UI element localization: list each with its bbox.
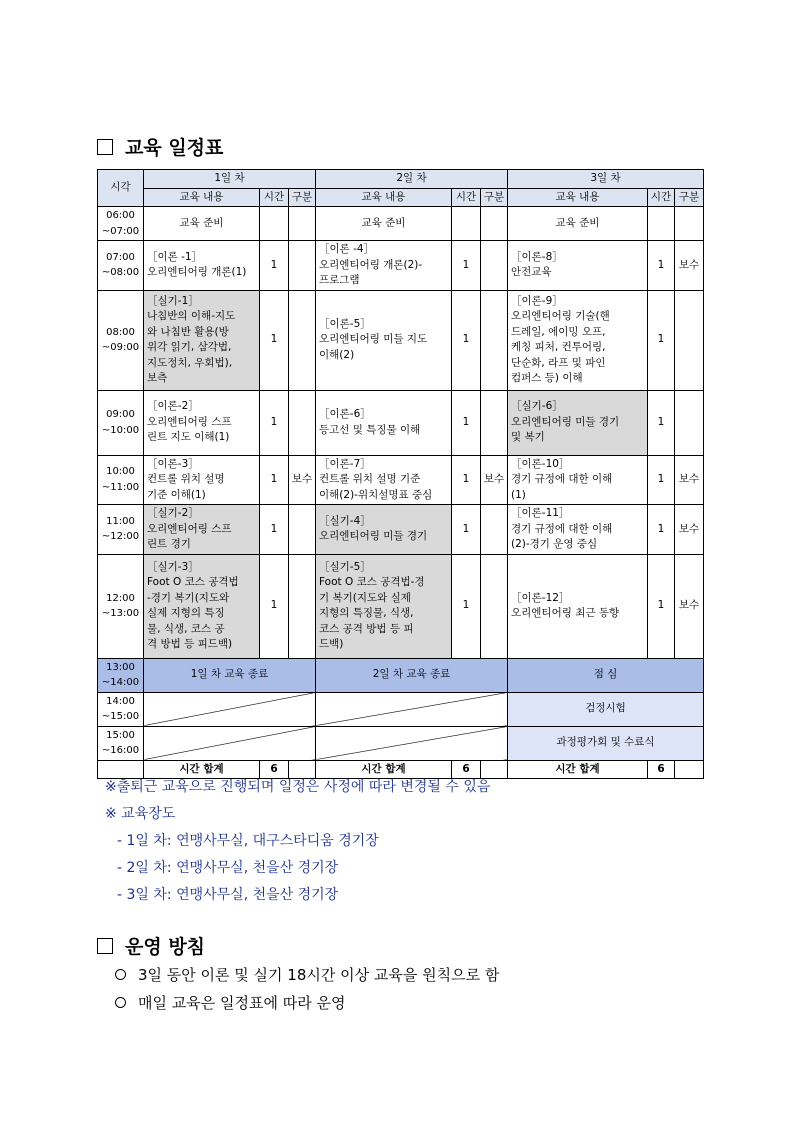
hours-cell bbox=[648, 207, 675, 241]
note-venue-day1: - 1일 차: 연맹사무실, 대구스타디움 경기장 bbox=[117, 833, 379, 849]
session-text: 실제 지형의 특징 bbox=[147, 607, 225, 619]
time-cell bbox=[98, 692, 144, 726]
schedule-row bbox=[98, 290, 704, 390]
time-text: ~07:00 bbox=[101, 225, 140, 237]
note-schedule-change: ※출퇴근 교육으로 진행되며 일정은 사정에 따라 변경될 수 있음 bbox=[105, 779, 491, 795]
session-cell bbox=[508, 290, 648, 390]
total-value: 6 bbox=[452, 760, 481, 779]
session-text: 컴퍼스 등) 이해 bbox=[511, 372, 583, 384]
schedule-section-heading bbox=[97, 133, 223, 160]
session-cell bbox=[508, 505, 648, 555]
col-header-hours: 시간 bbox=[260, 188, 289, 207]
session-text: ［이론-3］ bbox=[147, 457, 199, 470]
session-text: ［이론-10］ bbox=[511, 457, 570, 470]
hours-cell: 1 bbox=[260, 554, 289, 658]
session-cell bbox=[316, 207, 452, 241]
type-cell: 보수 bbox=[675, 505, 704, 555]
time-text: 12:00 bbox=[106, 592, 135, 604]
session-text: 오리엔티어링 기술(핸 bbox=[511, 310, 610, 322]
hours-cell: 1 bbox=[648, 554, 675, 658]
session-text: Foot O 코스 공격법-경 bbox=[319, 576, 425, 588]
session-text: ［실기-2］ bbox=[147, 507, 199, 519]
time-text: 09:00 bbox=[106, 409, 135, 420]
total-label: 시간 합계 bbox=[316, 760, 452, 779]
session-text: 컨트롤 위치 설명 기준 bbox=[319, 473, 421, 485]
type-cell bbox=[481, 505, 508, 555]
session-text: 경기 규정에 대한 이해 bbox=[511, 473, 613, 485]
session-text: 교육 준비 bbox=[361, 216, 406, 229]
ceremony-cell: 과정평가회 및 수료식 bbox=[508, 726, 704, 760]
empty-slot-cell bbox=[316, 726, 508, 760]
policy-item bbox=[115, 964, 499, 985]
session-text: 경기 규정에 대한 이해 bbox=[511, 522, 613, 535]
session-text: 컨트롤 위치 설명 bbox=[147, 473, 225, 485]
end-of-day-row bbox=[98, 658, 704, 692]
time-cell bbox=[98, 207, 144, 241]
type-cell bbox=[289, 505, 316, 555]
hours-cell: 1 bbox=[452, 390, 481, 455]
hours-cell: 1 bbox=[452, 290, 481, 390]
hours-cell: 1 bbox=[260, 390, 289, 455]
session-text: ［이론-6］ bbox=[319, 408, 371, 420]
session-text: ［실기-6］ bbox=[511, 400, 563, 413]
session-cell bbox=[144, 290, 260, 390]
time-cell bbox=[98, 290, 144, 390]
policy-item-text: 3일 동안 이론 및 실기 18시간 이상 교육을 원칙으로 함 bbox=[138, 966, 500, 984]
session-text: 등고선 및 특징물 이해 bbox=[319, 423, 421, 436]
session-text: 코스 공격 방법 등 피 bbox=[319, 622, 414, 635]
time-text: ~10:00 bbox=[101, 424, 140, 436]
session-text: 오리엔티어링 미들 경기 bbox=[319, 530, 428, 543]
session-text: -경기 복기(지도와 bbox=[147, 591, 230, 604]
type-cell bbox=[481, 241, 508, 291]
type-cell bbox=[289, 241, 316, 291]
time-text: ~09:00 bbox=[101, 342, 140, 353]
session-text: 린트 경기 bbox=[147, 538, 191, 550]
circle-bullet-icon bbox=[115, 997, 126, 1008]
hours-cell: 1 bbox=[648, 455, 675, 505]
session-cell bbox=[144, 554, 260, 658]
hours-cell: 1 bbox=[648, 241, 675, 291]
time-cell bbox=[98, 726, 144, 760]
hours-cell bbox=[260, 207, 289, 241]
session-text: ［이론-2］ bbox=[147, 400, 199, 413]
schedule-table bbox=[97, 169, 704, 779]
type-cell bbox=[675, 390, 704, 455]
time-text: ~14:00 bbox=[101, 677, 140, 688]
session-text: 이해(2)-위치설명표 중심 bbox=[319, 488, 433, 501]
total-label: 시간 합계 bbox=[508, 760, 648, 779]
type-cell bbox=[481, 290, 508, 390]
session-text: 지도정치, 우회법), bbox=[147, 356, 233, 369]
session-cell bbox=[316, 241, 452, 291]
day1-end-cell: 1일 차 교육 종료 bbox=[144, 658, 316, 692]
lunch-cell: 점 심 bbox=[508, 658, 704, 692]
session-text: 오리엔티어링 스프 bbox=[147, 415, 232, 428]
session-text: 안전교육 bbox=[511, 266, 552, 279]
col-header-content: 교육 내용 bbox=[144, 188, 260, 207]
time-text: 15:00 bbox=[106, 729, 135, 741]
policy-item-text: 매일 교육은 일정표에 따라 운영 bbox=[138, 994, 346, 1012]
session-text: Foot O 코스 공격법 bbox=[147, 576, 239, 588]
day-header: 3일 차 bbox=[508, 170, 704, 189]
total-label: 시간 합계 bbox=[144, 760, 260, 779]
total-value: 6 bbox=[648, 760, 675, 779]
col-header-content: 교육 내용 bbox=[316, 188, 452, 207]
session-cell bbox=[508, 207, 648, 241]
session-text: (1) bbox=[511, 488, 526, 501]
session-text: ［이론-12］ bbox=[511, 591, 570, 604]
note-venue-day3: - 3일 차: 연맹사무실, 천을산 경기장 bbox=[117, 887, 339, 903]
hours-cell: 1 bbox=[260, 241, 289, 291]
session-cell bbox=[316, 505, 452, 555]
time-text: ~16:00 bbox=[101, 745, 140, 756]
session-cell bbox=[508, 455, 648, 505]
session-cell bbox=[144, 241, 260, 291]
session-text: 기 복기(지도와 실제 bbox=[319, 591, 411, 604]
day-header: 2일 차 bbox=[316, 170, 508, 189]
col-header-content: 교육 내용 bbox=[508, 188, 648, 207]
session-text: 물, 식생, 코스 공 bbox=[147, 622, 225, 635]
note-venue-title: ※ 교육장도 bbox=[105, 806, 176, 822]
time-text: 06:00 bbox=[106, 210, 135, 221]
time-text: 08:00 bbox=[106, 326, 135, 338]
type-cell bbox=[289, 290, 316, 390]
schedule-row bbox=[98, 554, 704, 658]
session-cell bbox=[508, 554, 648, 658]
type-cell bbox=[481, 207, 508, 241]
col-header-hours: 시간 bbox=[452, 188, 481, 207]
day2-end-cell: 2일 차 교육 종료 bbox=[316, 658, 508, 692]
session-text: 오리엔티어링 개론(2)- bbox=[319, 258, 423, 271]
hours-cell: 1 bbox=[260, 455, 289, 505]
afternoon-row bbox=[98, 726, 704, 760]
session-text: 격 방법 등 피드백) bbox=[147, 638, 233, 650]
session-text: 오리엔티어링 최근 동향 bbox=[511, 607, 620, 619]
note-venue-day2: - 2일 차: 연맹사무실, 천을산 경기장 bbox=[117, 860, 339, 876]
type-cell bbox=[289, 207, 316, 241]
time-cell bbox=[98, 658, 144, 692]
empty-slot-cell bbox=[144, 726, 316, 760]
session-cell bbox=[316, 455, 452, 505]
session-text: 드레일, 에이밍 오프, bbox=[511, 325, 606, 338]
policy-title: 운영 방침 bbox=[125, 936, 206, 958]
session-text: 교육 준비 bbox=[179, 216, 224, 229]
session-cell bbox=[144, 390, 260, 455]
session-text: ［실기-1］ bbox=[147, 294, 199, 307]
schedule-row bbox=[98, 390, 704, 455]
time-text: 14:00 bbox=[106, 695, 135, 707]
session-text: ［이론-7］ bbox=[319, 457, 371, 470]
type-cell: 보수 bbox=[675, 455, 704, 505]
time-text: 10:00 bbox=[106, 466, 135, 478]
session-text: 린트 지도 이해(1) bbox=[147, 431, 230, 444]
time-header: 시각 bbox=[98, 170, 144, 207]
session-text: ［이론-8］ bbox=[511, 250, 563, 263]
time-text: ~13:00 bbox=[101, 608, 140, 619]
hours-cell: 1 bbox=[452, 241, 481, 291]
session-cell bbox=[144, 207, 260, 241]
checkbox-square-icon bbox=[97, 139, 113, 155]
session-text: (2)-경기 운영 중심 bbox=[511, 538, 598, 550]
session-text: 오리엔티어링 스프 bbox=[147, 522, 232, 535]
session-text: 나침반의 이해-지도 bbox=[147, 310, 236, 322]
session-text: ［실기-3］ bbox=[147, 560, 199, 573]
schedule-row bbox=[98, 207, 704, 241]
session-text: 지형의 특징물, 식생, bbox=[319, 607, 414, 619]
schedule-row bbox=[98, 455, 704, 505]
session-text: 및 복기 bbox=[511, 431, 545, 444]
hours-cell: 1 bbox=[452, 554, 481, 658]
type-cell: 보수 bbox=[481, 455, 508, 505]
time-text: ~11:00 bbox=[101, 481, 140, 493]
session-text: 보측 bbox=[147, 372, 168, 384]
total-blank-cell bbox=[675, 760, 704, 779]
type-cell: 보수 bbox=[675, 554, 704, 658]
type-cell bbox=[289, 390, 316, 455]
session-cell bbox=[508, 241, 648, 291]
session-cell bbox=[508, 390, 648, 455]
time-text: ~08:00 bbox=[101, 267, 140, 279]
session-text: ［이론-9］ bbox=[511, 294, 563, 307]
policy-item bbox=[115, 992, 345, 1013]
schedule-row bbox=[98, 241, 704, 291]
time-cell bbox=[98, 241, 144, 291]
empty-slot-cell bbox=[316, 692, 508, 726]
afternoon-row bbox=[98, 692, 704, 726]
session-text: 오리엔티어링 미들 경기 bbox=[511, 415, 620, 428]
session-text: 교육 준비 bbox=[555, 216, 600, 229]
hours-cell: 1 bbox=[452, 455, 481, 505]
session-text: ［이론 -4］ bbox=[319, 243, 375, 255]
time-text: ~12:00 bbox=[101, 531, 140, 543]
session-text: 오리엔티어링 미들 지도 bbox=[319, 333, 428, 346]
session-text: ［이론 -1］ bbox=[147, 250, 203, 263]
session-text: 와 나침반 활용(방 bbox=[147, 325, 229, 338]
hours-cell: 1 bbox=[648, 390, 675, 455]
header-row-days bbox=[98, 170, 704, 189]
col-header-hours: 시간 bbox=[648, 188, 675, 207]
col-header-type: 구분 bbox=[481, 188, 508, 207]
time-cell bbox=[98, 455, 144, 505]
hours-cell: 1 bbox=[648, 290, 675, 390]
session-text: 케칭 피처, 컨투어링, bbox=[511, 341, 606, 353]
type-cell bbox=[675, 207, 704, 241]
session-cell bbox=[144, 455, 260, 505]
hours-cell: 1 bbox=[648, 505, 675, 555]
circle-bullet-icon bbox=[115, 969, 126, 980]
schedule-title: 교육 일정표 bbox=[125, 137, 224, 159]
checkbox-square-icon bbox=[97, 938, 113, 954]
type-cell bbox=[481, 390, 508, 455]
time-text: ~15:00 bbox=[101, 711, 140, 722]
type-cell bbox=[675, 290, 704, 390]
session-cell bbox=[316, 290, 452, 390]
time-text: 13:00 bbox=[106, 661, 135, 673]
schedule-row bbox=[98, 505, 704, 555]
session-text: 프로그램 bbox=[319, 274, 360, 286]
col-header-type: 구분 bbox=[289, 188, 316, 207]
hours-cell bbox=[452, 207, 481, 241]
exam-cell: 검정시험 bbox=[508, 692, 704, 726]
time-text: 11:00 bbox=[106, 515, 135, 527]
time-text: 07:00 bbox=[106, 251, 135, 263]
header-row-columns bbox=[98, 188, 704, 207]
time-cell bbox=[98, 554, 144, 658]
time-cell bbox=[98, 505, 144, 555]
session-text: 기준 이해(1) bbox=[147, 488, 206, 501]
session-text: 오리엔티어링 개론(1) bbox=[147, 266, 247, 279]
col-header-type: 구분 bbox=[675, 188, 704, 207]
time-cell bbox=[98, 390, 144, 455]
type-cell: 보수 bbox=[675, 241, 704, 291]
session-text: ［실기-5］ bbox=[319, 560, 371, 573]
session-text: ［이론-5］ bbox=[319, 317, 371, 330]
total-value: 6 bbox=[260, 760, 289, 779]
type-cell bbox=[289, 554, 316, 658]
hours-cell: 1 bbox=[260, 290, 289, 390]
session-cell bbox=[144, 505, 260, 555]
session-text: 위각 읽기, 삼각법, bbox=[147, 341, 232, 353]
day-header: 1일 차 bbox=[144, 170, 316, 189]
hours-cell: 1 bbox=[452, 505, 481, 555]
session-cell bbox=[316, 390, 452, 455]
type-cell: 보수 bbox=[289, 455, 316, 505]
session-text: 이해(2) bbox=[319, 348, 355, 361]
session-cell bbox=[316, 554, 452, 658]
session-text: ［이론-11］ bbox=[511, 507, 570, 519]
hours-cell: 1 bbox=[260, 505, 289, 555]
empty-slot-cell bbox=[144, 692, 316, 726]
policy-section-heading bbox=[97, 932, 205, 959]
session-text: ［실기-4］ bbox=[319, 514, 371, 527]
session-text: 드백) bbox=[319, 638, 344, 650]
type-cell bbox=[481, 554, 508, 658]
session-text: 단순화, 라프 및 파인 bbox=[511, 356, 606, 369]
